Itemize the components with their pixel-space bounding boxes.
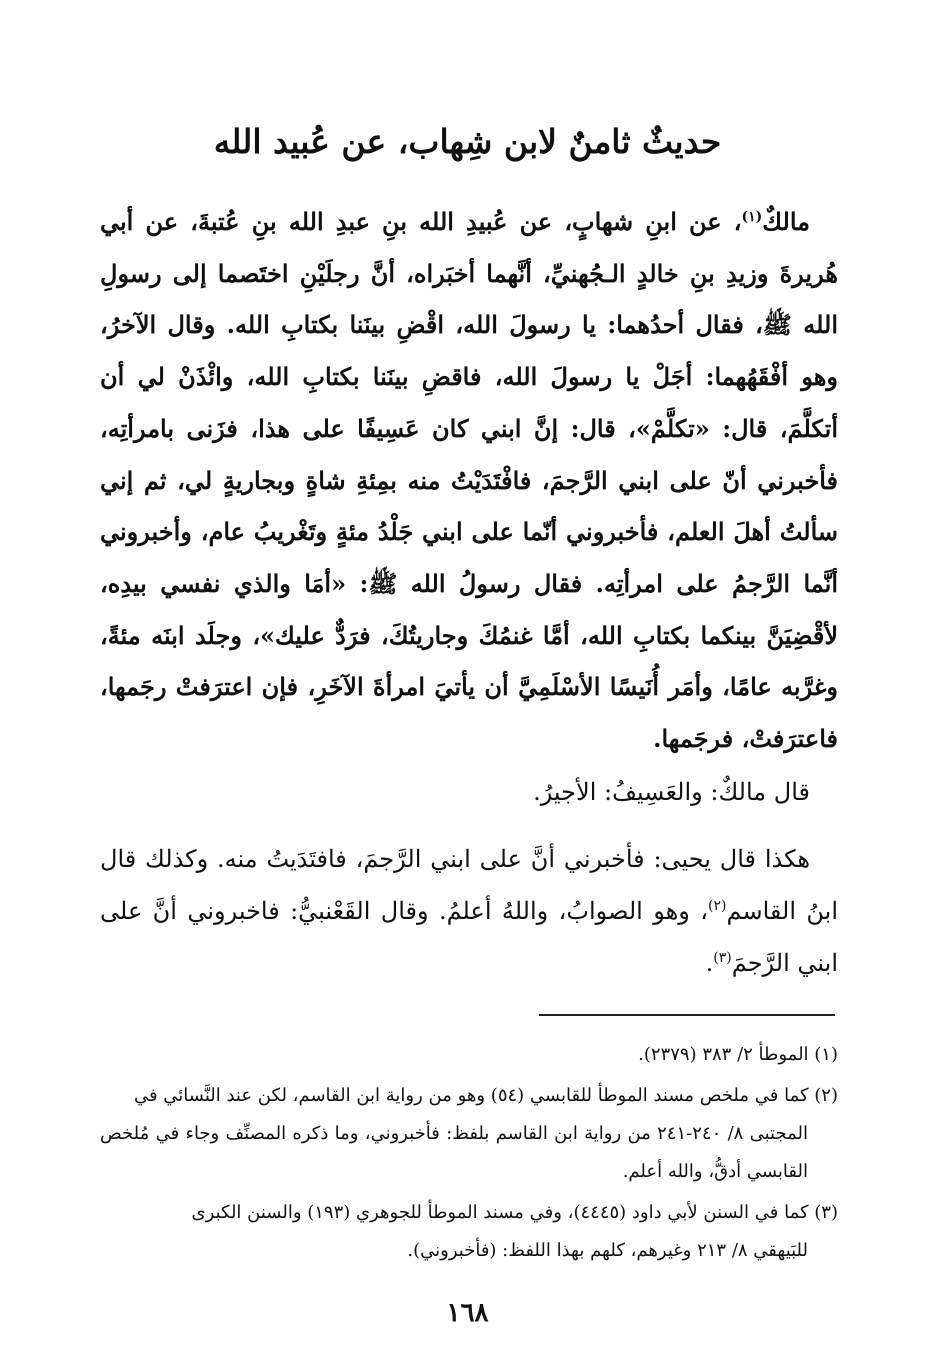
footnote-1: (١) الموطأ ٢/ ٣٨٣ (٢٣٧٩).	[638, 1044, 838, 1065]
footnote-marker-2[interactable]: (٢)	[708, 898, 727, 915]
footnote-divider	[539, 1014, 835, 1016]
footnote-marker-3[interactable]: (٣)	[713, 949, 732, 966]
commentary-paragraph	[100, 834, 838, 989]
main-text	[100, 196, 838, 990]
footnote-3-continuation: للبَيهقي ٨/ ٢١٣ وغيرهم، كلهم بهذا اللفظ: (فأخبروني).	[407, 1240, 808, 1261]
footnote-3	[100, 1194, 838, 1270]
hadith-text: ، عن ابنِ شهابٍ، عن عُبيدِ الله بنِ عبدِ الله بنِ عُتبةَ، عن أبي هُريرةَ وزيدِ بنِ خالدٍ الـجُهنيِّ، أنَّهما أخبَراه، أنَّ رجلَيْنِ اختَصما إلى رسولِ الله ﷺ، فقال أحدُهما: يا رسولَ الله، اقْضِ بينَنا بكتابِ الله. وقال الآخرُ، وهو أفْقَهُهما: أجَلْ يا رسولَ الله، فاقضِ بينَنا بكتابِ الله، وائْذَنْ لي أن أتكلَّمَ، قال: «تكلَّمْ»، قال: إنَّ ابني كان عَسِيفًا على هذا، فزَنى بامرأتِه، فأخبرني أنّ على ابني الرَّجمَ، فافْتَدَيْتُ منه بمِئةِ شاةٍ وبجاريةٍ لي، ثم إني سألتُ أهلَ العلم، فأخبروني أنّما على ابني جَلْدُ مئةٍ وتَغْريبُ عام، وأخبروني أنَّما الرَّجمُ على امرأتِه. فقال رسولُ الله ﷺ: «أمَا والذي نفسي بيدِه، لأقْضِيَنَّ بينكما بكتابِ الله، أمَّا غنمُكَ وجاريتُكَ، فرَدٌّ عليك»، وجلَد ابنَه مئةً، وغرَّبه عامًا، وأمَر أُنَيسًا الأسْلَمِيَّ أن يأتيَ امرأةَ الآخَرِ، فإن اعترَفتْ رجَمها، فاعترَفتْ، فرجَمها.	[100, 207, 838, 754]
section-title: حديثٌ ثامنٌ لابن شِهاب، عن عُبيد الله	[213, 122, 722, 161]
footnotes	[100, 1036, 838, 1273]
page-number: ١٦٨	[446, 1298, 489, 1328]
lead-word: مالكٌ	[762, 207, 810, 236]
footnote-2-line-1: (٢) كما في ملخص مسند الموطأ للقابسي (٥٤) وهو من رواية ابن القاسم، لكن عند النَّسائي في	[133, 1085, 838, 1106]
commentary-text-1: هكذا قال يحيى: فأخبرني أنَّ على ابني الرَّجمَ، فافتَدَيتُ منه. وكذلك قال ابنُ القاسم	[100, 845, 839, 926]
malik-statement: قال مالكٌ: والعَسِيفُ: الأجيرُ.	[533, 777, 810, 806]
footnote-marker-1[interactable]: (١)	[741, 209, 763, 225]
commentary-text-3: .	[705, 948, 714, 977]
footnote-2-continuation: المجتبى ٨/ ٢٤٠-٢٤١ من رواية ابن القاسم بلفظ: فأخبروني، وما ذكره المصنِّف وجاء في مُلخص القابسي أدقُّ، والله أعلم.	[100, 1123, 808, 1182]
commentary-text-2: ، وهو الصوابُ، واللهُ أعلمُ. وقال القَعْنبيُّ: فاخبروني أنَّ على ابني الرَّجمَ	[100, 897, 838, 977]
footnote-2	[100, 1077, 838, 1191]
footnote-3-line-1: (٣) كما في السنن لأبي داود (٤٤٤٥)، وفي مسند الموطأ للجوهري (١٩٣) والسنن الكبرى	[191, 1202, 838, 1223]
hadith-paragraph	[100, 196, 838, 765]
